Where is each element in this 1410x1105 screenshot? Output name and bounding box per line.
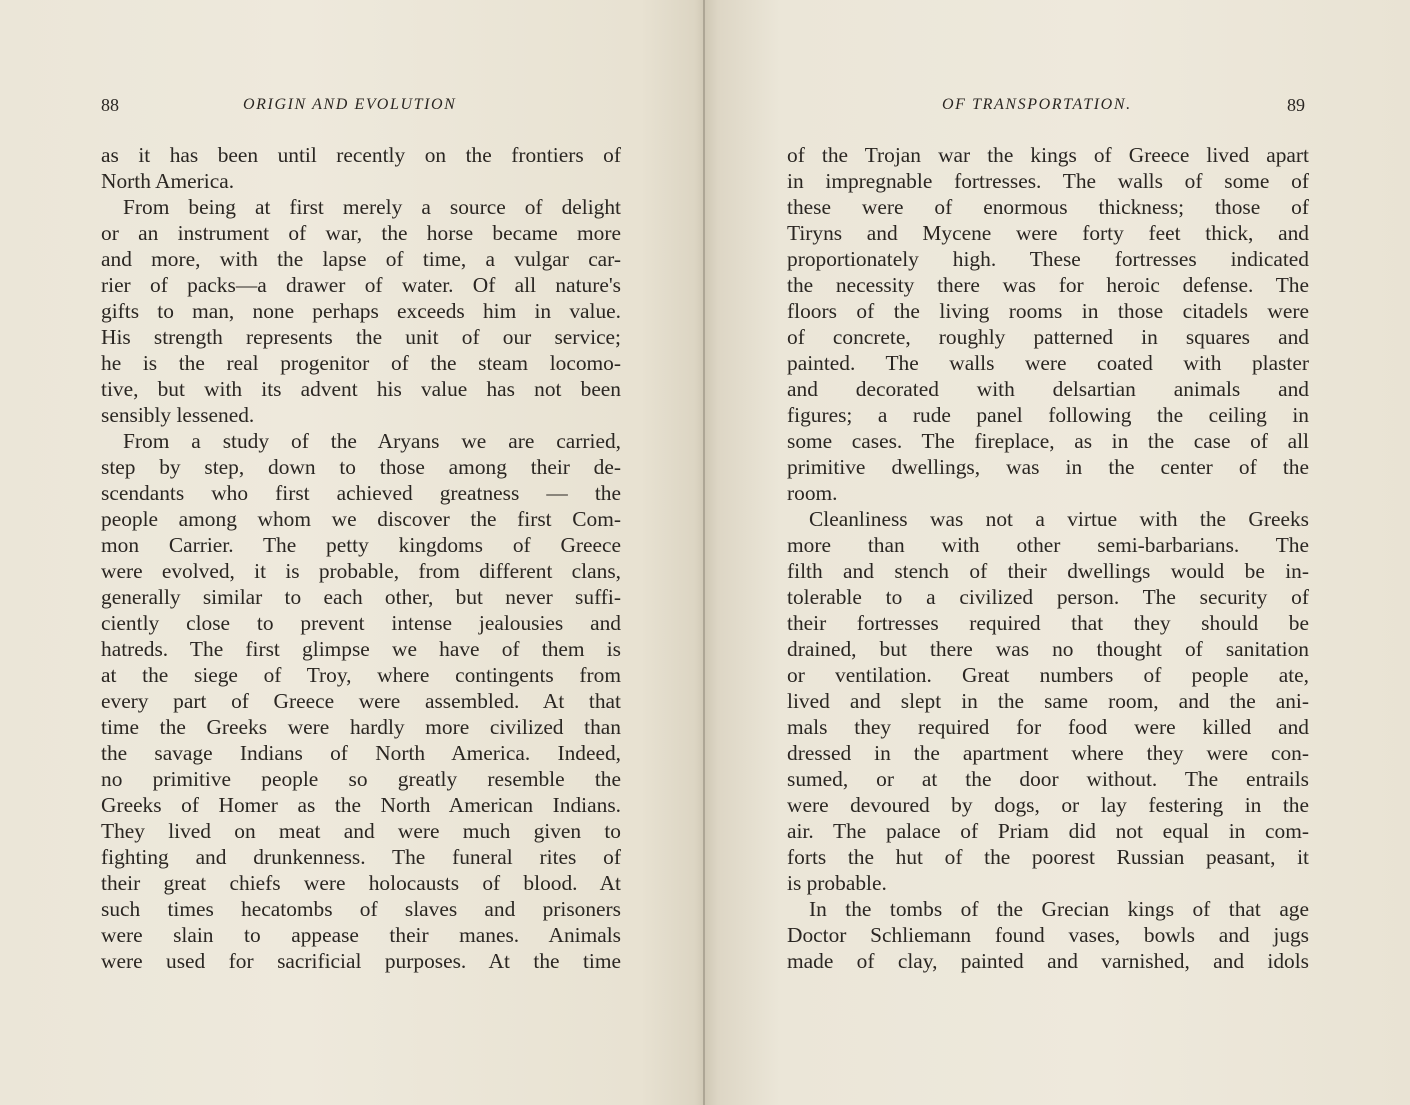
text-line: is probable. <box>787 871 887 895</box>
text-line: scendants who first achieved greatness — the <box>101 481 621 505</box>
text-line: were slain to appease their manes. Animals <box>101 923 621 947</box>
text-line: forts the hut of the poorest Russian peasant, it <box>787 845 1309 869</box>
text-line: and more, with the lapse of time, a vulgar car- <box>101 247 621 271</box>
text-line: were evolved, it is probable, from different clans, <box>101 559 621 583</box>
text-line: drained, but there was no thought of sanitation <box>787 637 1309 661</box>
text-line: or ventilation. Great numbers of people ate, <box>787 663 1309 687</box>
text-line: Cleanliness was not a virtue with the Greeks <box>809 507 1309 531</box>
text-line: these were of enormous thickness; those of <box>787 195 1309 219</box>
text-line: room. <box>787 481 838 505</box>
text-line: air. The palace of Priam did not equal in com- <box>787 819 1309 843</box>
running-head-title: OF TRANSPORTATION. <box>942 96 1132 113</box>
text-line: of concrete, roughly patterned in squares and <box>787 325 1309 349</box>
page-number: 88 <box>101 95 119 115</box>
text-line: as it has been until recently on the frontiers of <box>101 143 621 167</box>
text-line: at the siege of Troy, where contingents from <box>101 663 621 687</box>
left-body-text <box>101 142 621 974</box>
text-line: he is the real progenitor of the steam locomo- <box>101 351 621 375</box>
text-line: were used for sacrificial purposes. At the time <box>101 949 621 973</box>
text-line: floors of the living rooms in those citadels were <box>787 299 1309 323</box>
text-line: rier of packs—a drawer of water. Of all nature's <box>101 273 621 297</box>
text-line: lived and slept in the same room, and the ani- <box>787 689 1309 713</box>
text-line: North America. <box>101 169 235 193</box>
text-line: and decorated with delsartian animals and <box>787 377 1309 401</box>
right-page <box>705 0 1410 1105</box>
text-line: sumed, or at the door without. The entrails <box>787 767 1309 791</box>
text-line: made of clay, painted and varnished, and idols <box>787 949 1309 973</box>
text-line: figures; a rude panel following the ceiling in <box>787 403 1309 427</box>
text-line: time the Greeks were hardly more civilized than <box>101 715 621 739</box>
text-line: the necessity there was for heroic defense. The <box>787 273 1309 297</box>
text-line: generally similar to each other, but never suffi- <box>101 585 621 609</box>
text-line: of the Trojan war the kings of Greece lived apart <box>787 143 1309 167</box>
text-line: in impregnable fortresses. The walls of some of <box>787 169 1309 193</box>
text-line: From being at first merely a source of delight <box>123 195 621 219</box>
text-line: mals they required for food were killed and <box>787 715 1309 739</box>
text-line: Greeks of Homer as the North American Indians. <box>101 793 621 817</box>
text-line: primitive dwellings, was in the center of the <box>787 455 1309 479</box>
text-line: Tiryns and Mycene were forty feet thick, and <box>787 221 1309 245</box>
text-line: ciently close to prevent intense jealousies and <box>101 611 621 635</box>
left-running-head <box>0 95 703 121</box>
text-line: They lived on meat and were much given to <box>101 819 621 843</box>
text-line: such times hecatombs of slaves and prisoners <box>101 897 621 921</box>
right-running-head <box>705 95 1410 121</box>
text-line: more than with other semi-barbarians. The <box>787 533 1309 557</box>
text-line: painted. The walls were coated with plaster <box>787 351 1309 375</box>
text-line: tolerable to a civilized person. The security of <box>787 585 1309 609</box>
text-line: their great chiefs were holocausts of blood. At <box>101 871 621 895</box>
text-line: every part of Greece were assembled. At that <box>101 689 621 713</box>
text-line: people among whom we discover the first Com- <box>101 507 621 531</box>
running-head-title: ORIGIN AND EVOLUTION <box>243 96 457 113</box>
text-line: filth and stench of their dwellings would be in- <box>787 559 1309 583</box>
text-line: step by step, down to those among their de- <box>101 455 621 479</box>
text-line: the savage Indians of North America. Indeed, <box>101 741 621 765</box>
right-body-text <box>787 142 1309 974</box>
text-line: tive, but with its advent his value has not been <box>101 377 621 401</box>
text-line: fighting and drunkenness. The funeral rites of <box>101 845 621 869</box>
text-line: were devoured by dogs, or lay festering in the <box>787 793 1309 817</box>
text-line: From a study of the Aryans we are carried, <box>123 429 621 453</box>
page-number: 89 <box>1287 95 1305 115</box>
text-line: no primitive people so greatly resemble the <box>101 767 621 791</box>
text-line: hatreds. The first glimpse we have of them is <box>101 637 621 661</box>
text-line: His strength represents the unit of our service; <box>101 325 621 349</box>
text-line: proportionately high. These fortresses indicated <box>787 247 1309 271</box>
text-line: or an instrument of war, the horse became more <box>101 221 621 245</box>
text-line: gifts to man, none perhaps exceeds him in value. <box>101 299 621 323</box>
text-line: In the tombs of the Grecian kings of that age <box>809 897 1309 921</box>
text-line: dressed in the apartment where they were con- <box>787 741 1309 765</box>
text-line: their fortresses required that they should be <box>787 611 1309 635</box>
left-page <box>0 0 703 1105</box>
text-line: some cases. The fireplace, as in the case of all <box>787 429 1309 453</box>
text-line: sensibly lessened. <box>101 403 255 427</box>
text-line: mon Carrier. The petty kingdoms of Greece <box>101 533 621 557</box>
text-line: Doctor Schliemann found vases, bowls and jugs <box>787 923 1309 947</box>
